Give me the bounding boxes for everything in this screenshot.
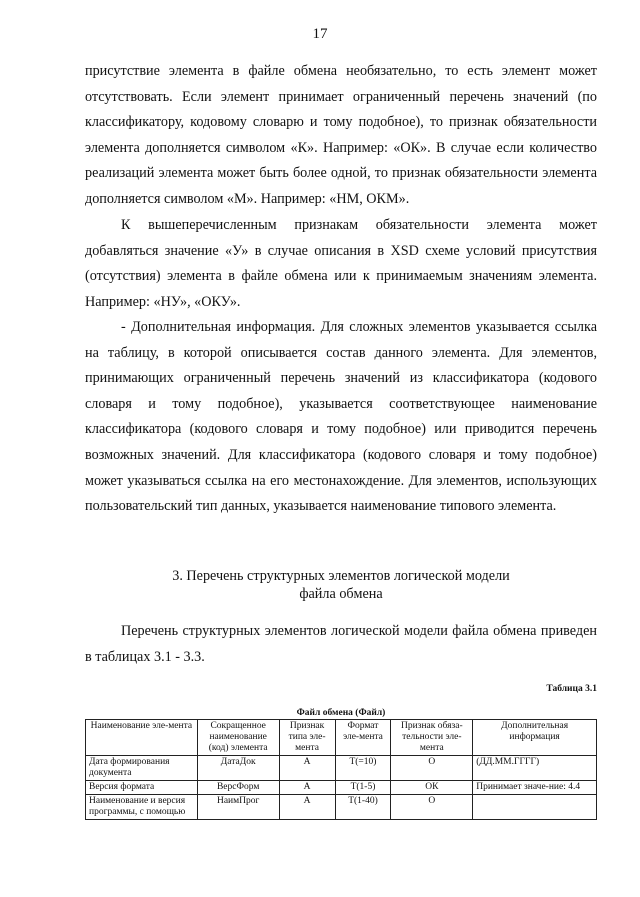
section-heading-line1: 3. Перечень структурных элементов логической модели (172, 568, 510, 584)
cell-type: А (279, 756, 335, 781)
cell-format: Т(1-40) (335, 795, 391, 820)
paragraph-additional-info: - Дополнительная информация. Для сложных элементов указывается ссылка на таблицу, в которой описывается состав данного элемента. Для элементов, принимающих ограниченный перечень значений из классификатора (кодового словаря и тому подобное), указывается соответствующее наименование классификатора (кодового словаря и тому подобное) или приводится перечень возможных значений. Для классификатора (кодового словаря и тому подобное) может указываться ссылка на его местонахождение. Для элементов, использующих пользовательский тип данных, указывается наименование типового элемента. (85, 319, 597, 515)
cell-short-name: ДатаДок (197, 756, 279, 781)
header-short-name: Сокращенное наименование (код) элемента (197, 720, 279, 756)
header-format: Формат эле-мента (335, 720, 391, 756)
cell-type: А (279, 795, 335, 820)
cell-element-name-text: Наименование и версия программы, с помощью (89, 796, 186, 817)
cell-element-name (86, 795, 198, 820)
elements-table (85, 719, 597, 820)
cell-short-name: НаимПрог (197, 795, 279, 820)
cell-short-name: ВерсФорм (197, 781, 279, 795)
table-title: Файл обмена (Файл) (296, 708, 386, 718)
cell-required: О (391, 756, 473, 781)
section-heading-line2: файла обмена (299, 586, 383, 602)
header-additional-info: Дополнительная информация (473, 720, 597, 756)
table-caption: Таблица 3.1 (546, 684, 597, 694)
cell-format: Т(=10) (335, 756, 391, 781)
cell-required: ОК (391, 781, 473, 795)
header-element-name: Наименование эле-мента (86, 720, 198, 756)
table-row (86, 795, 597, 820)
cell-required: О (391, 795, 473, 820)
paragraph-continued: присутствие элемента в файле обмена необязательно, то есть элемент может отсутствовать. Если элемент принимает ограниченный перечень значений (по классификатору, кодовому словарю и тому подобное), то признак обязательности элемента дополняется символом «К». Например: «ОК». В случае если количество реализаций элемента может быть более одной, то признак обязательности элемента дополняется символом «М». Например: «НМ, ОКМ». (85, 63, 597, 207)
section-heading (85, 567, 597, 603)
paragraph-u-attribute: К вышеперечисленным признакам обязательности элемента может добавляться значение «У» в случае описания в XSD схеме условий присутствия (отсутствия) элемента в файле обмена или к принимаемым значениям элемента. Например: «НУ», «ОКУ». (85, 217, 597, 310)
cell-additional-info (473, 795, 597, 820)
header-type: Признак типа эле-мента (279, 720, 335, 756)
table-row (86, 781, 597, 795)
cell-element-name: Версия формата (86, 781, 198, 795)
cell-type: А (279, 781, 335, 795)
cell-format: Т(1-5) (335, 781, 391, 795)
section-paragraph: Перечень структурных элементов логической модели файла обмена приведен в таблицах 3.1 - 3.3. (85, 623, 597, 665)
page-number: 17 (312, 26, 328, 42)
header-required: Признак обяза-тельности эле-мента (391, 720, 473, 756)
cell-element-name: Дата формирования документа (86, 756, 198, 781)
cell-additional-info: (ДД.ММ.ГГГГ) (473, 756, 597, 781)
cell-additional-info: Принимает значе-ние: 4.4 (473, 781, 597, 795)
table-row (86, 756, 597, 781)
table-header-row (86, 720, 597, 756)
